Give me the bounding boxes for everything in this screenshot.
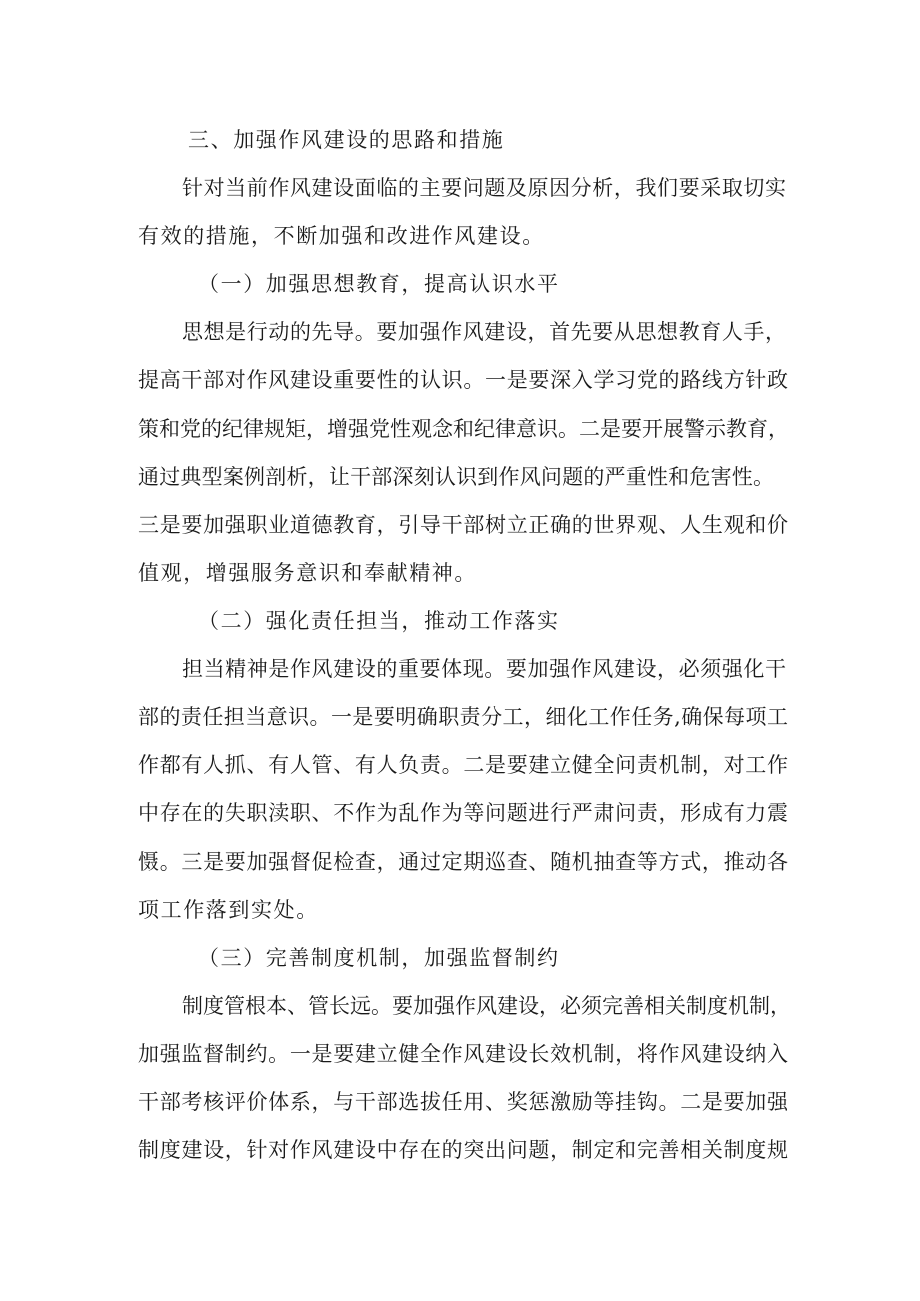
paragraph-line: 中存在的失职渎职、不作为乱作为等问题进行严肃问责，形成有力震 [138, 801, 788, 825]
paragraph-line: 项工作落到实处。 [138, 898, 319, 922]
paragraph-line: 通过典型案例剖析，让干部深刻认识到作风问题的严重性和危害性。 [138, 465, 774, 489]
paragraph-line: 值观，增强服务意识和奉献精神。 [138, 561, 477, 585]
section-heading: 三、加强作风建设的思路和措施 [188, 128, 505, 152]
paragraph-line: 制度建设，针对作风建设中存在的突出问题，制定和完善相关制度规 [138, 1138, 788, 1162]
paragraph-line: 提高干部对作风建设重要性的认识。一是要深入学习党的路线方针政 [138, 368, 788, 392]
paragraph-line: 思想是行动的先导。要加强作风建设，首先要从思想教育人手， [182, 320, 786, 344]
paragraph-line: 策和党的纪律规矩，增强党性观念和纪律意识。二是要开展警示教育， [138, 417, 789, 441]
intro-line-1: 针对当前作风建设面临的主要问题及原因分析，我们要采取切实 [182, 176, 786, 200]
paragraph-line: 加强监督制约。一是要建立健全作风建设长效机制，将作风建设纳入 [138, 1042, 788, 1066]
paragraph-line: 制度管根本、管长远。要加强作风建设，必须完善相关制度机制， [182, 994, 791, 1018]
subsection-heading-1: （一）加强思想教育，提高认识水平 [198, 272, 560, 296]
subsection-heading-3: （三）完善制度机制，加强监督制约 [198, 946, 560, 970]
paragraph-line: 作都有人抓、有人管、有人负责。二是要建立健全问责机制，对工作 [138, 753, 788, 777]
paragraph-line: 部的责任担当意识。一是要明确职责分工，细化工作任务,确保每项工 [138, 705, 788, 729]
paragraph-line: 三是要加强职业道德教育，引导干部树立正确的世界观、人生观和价 [138, 513, 788, 537]
intro-line-2: 有效的措施，不断加强和改进作风建设。 [138, 224, 545, 248]
paragraph-line: 干部考核评价体系，与干部选拔任用、奖惩激励等挂钩。二是要加强 [138, 1090, 788, 1114]
subsection-heading-2: （二）强化责任担当，推动工作落实 [198, 609, 560, 633]
paragraph-line: 担当精神是作风建设的重要体现。要加强作风建设，必须强化干 [182, 657, 786, 681]
paragraph-line: 慑。三是要加强督促检查，通过定期巡查、随机抽查等方式，推动各 [138, 850, 788, 874]
